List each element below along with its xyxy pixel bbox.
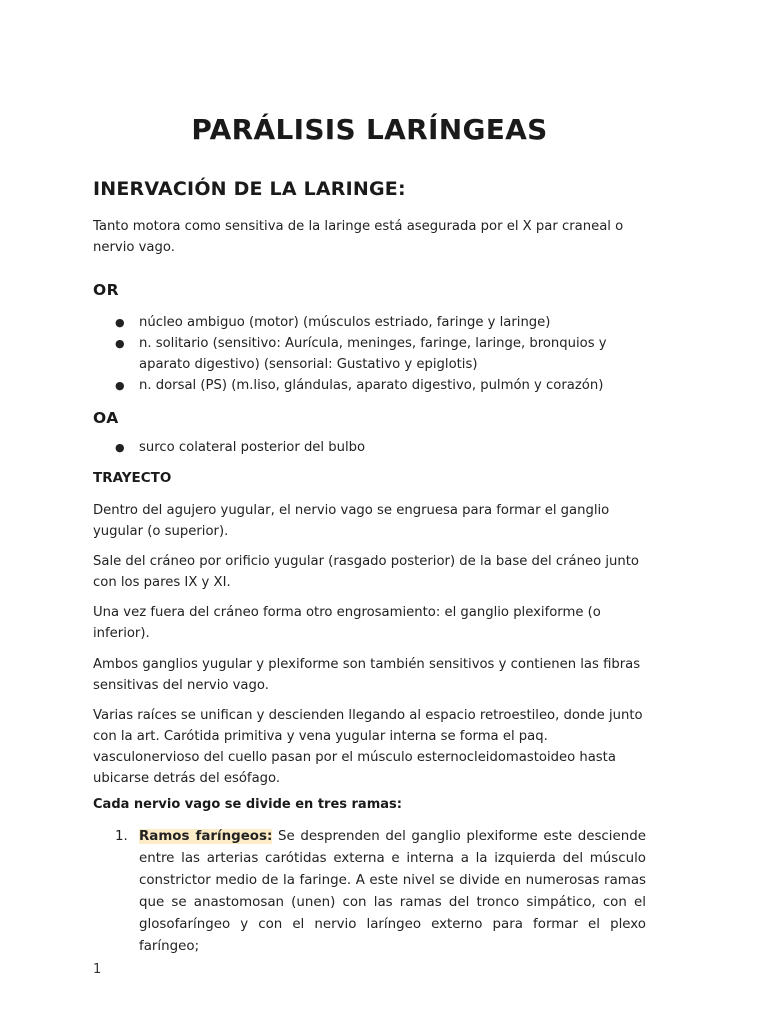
oa-list xyxy=(93,437,646,458)
highlighted-term: Ramos faríngeos: xyxy=(139,829,273,844)
ramas-heading: Cada nervio vago se divide en tres ramas: xyxy=(93,797,402,812)
trayecto-paragraph: Sale del cráneo por orificio yugular (rasgado posterior) de la base del cráneo junto con los pares IX y XI. xyxy=(93,554,639,590)
list-item: ● surco colateral posterior del bulbo xyxy=(93,437,646,458)
document-title: PARÁLISIS LARÍNGEAS xyxy=(191,113,548,146)
page-number: 1 xyxy=(93,962,102,977)
trayecto-paragraph: Ambos ganglios yugular y plexiforme son también sensitivos y contienen las fibras sensitivas del nervio vago. xyxy=(93,657,641,693)
trayecto-paragraph: Dentro del agujero yugular, el nervio vago se engruesa para formar el ganglio yugular (o superior). xyxy=(93,503,610,539)
oa-heading: OA xyxy=(93,409,119,427)
bullet-icon: ● xyxy=(115,379,125,392)
list-item: ● n. dorsal (PS) (m.liso, glándulas, aparato digestivo, pulmón y corazón) xyxy=(93,375,646,396)
list-item: ● n. solitario (sensitivo: Aurícula, meninges, faringe, laringe, bronquios y aparato digestivo) (sensorial: Gustativo y epiglotis) xyxy=(93,333,646,375)
trayecto-heading: TRAYECTO xyxy=(93,470,172,486)
bullet-icon: ● xyxy=(115,441,125,454)
list-item: 1. Ramos faríngeos: Se desprenden del ganglio plexiforme este desciende entre las arterias carótidas externa e interna a la izquierda del músculo constrictor medio de la faringe. A este nivel se divide en numerosas ramas que se anastomosan (unen) con las ramas del tronco simpático, con el glosofaríngeo y con el nervio laríngeo externo para formar el plexo faríngeo; xyxy=(115,829,646,954)
trayecto-paragraph: Una vez fuera del cráneo forma otro engrosamiento: el ganglio plexiforme (o inferior). xyxy=(93,605,601,641)
ramas-list xyxy=(93,826,646,958)
bullet-icon: ● xyxy=(115,316,125,329)
bullet-icon: ● xyxy=(115,337,125,350)
or-heading: OR xyxy=(93,281,120,299)
or-list xyxy=(93,312,646,396)
trayecto-paragraph: Varias raíces se unifican y descienden llegando al espacio retroestileo, donde junto con la art. Carótida primitiva y vena yugular interna se forma el paq. vasculonervioso del cuello pasan por el músculo esternocleidomastoideo hasta ubicarse detrás del esófago. xyxy=(93,708,643,786)
section-heading: INERVACIÓN DE LA LARINGE: xyxy=(93,178,406,200)
list-item: ● núcleo ambiguo (motor) (músculos estriado, faringe y laringe) xyxy=(93,312,646,333)
intro-paragraph: Tanto motora como sensitiva de la laringe está asegurada por el X par craneal o nervio vago. xyxy=(93,219,624,255)
